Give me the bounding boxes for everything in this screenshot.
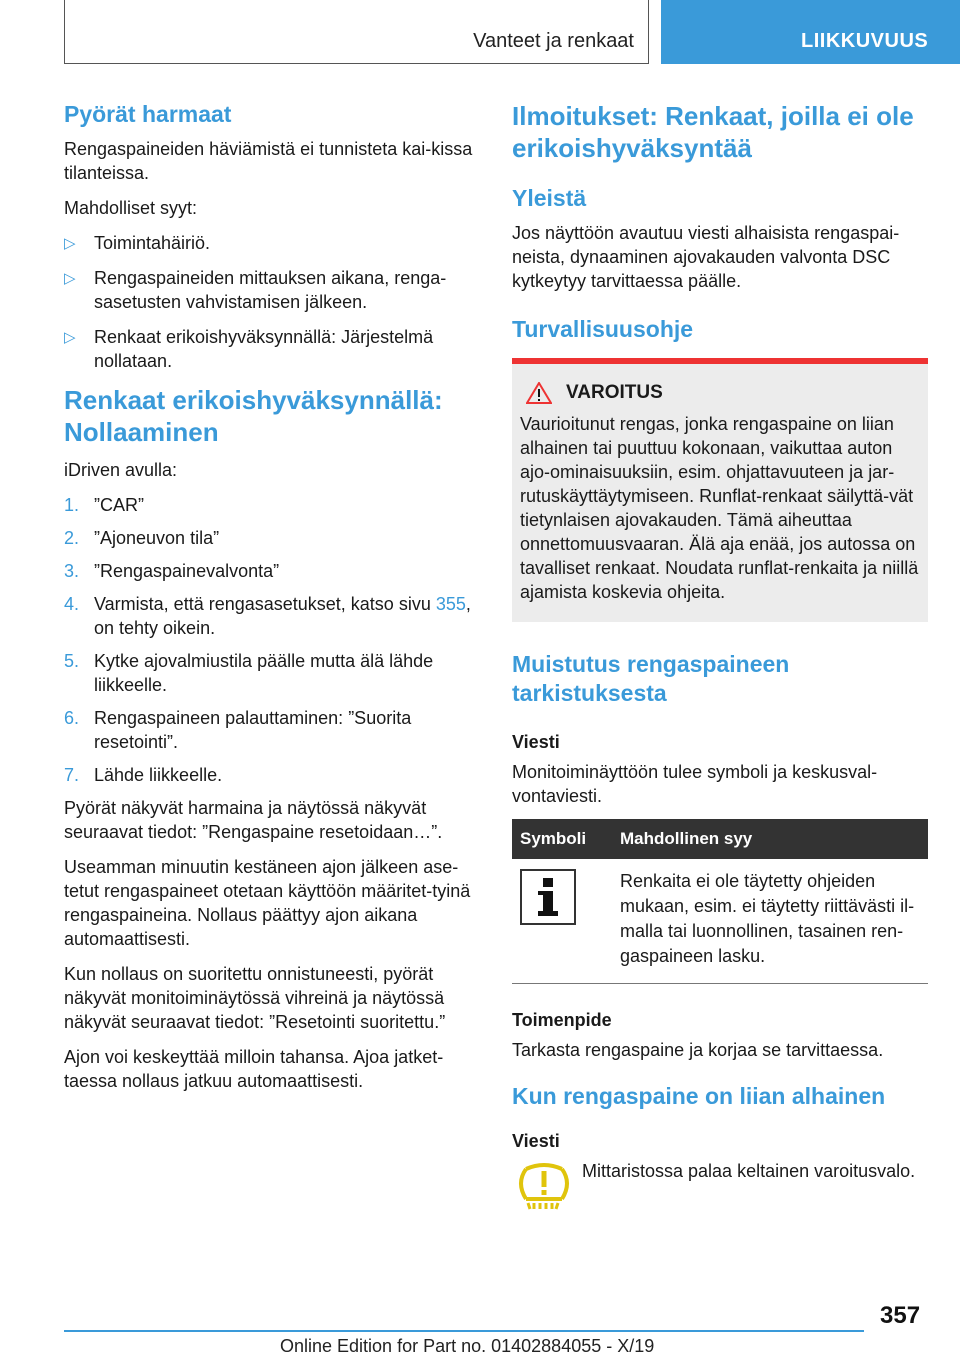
step-item: 6. Rengaspaineen palauttaminen: ”Suorita resetointi”. [64, 708, 412, 752]
paragraph: Mittaristossa palaa keltainen varoitusvalo. [582, 1161, 916, 1181]
heading-wheels-grey: Pyörät harmaat [64, 101, 232, 127]
step-item: 5. Kytke ajovalmiustila päälle mutta älä lähde liikkeelle. [64, 651, 434, 695]
step-item: 3. ”Rengaspainevalvonta” [64, 561, 280, 581]
symbol-table [512, 819, 928, 977]
footer-rule [64, 1330, 864, 1332]
warning-title: VAROITUS [566, 382, 663, 403]
paragraph: Monitoiminäyttöön tulee symboli ja keskusval-vontaviesti. [512, 762, 878, 806]
heading-reminder: Muistutus rengaspaineen tarkistuksesta [512, 651, 790, 706]
list-item: ▷ Rengaspaineiden mittauksen aikana, renga-sasetusten vahvistamisen jälkeen. [64, 268, 447, 312]
table-divider [512, 983, 928, 984]
warning-box [512, 358, 928, 622]
causes-list [64, 231, 484, 373]
right-column [512, 100, 928, 1215]
label-action: Toimenpide [512, 1010, 612, 1030]
header-section-title: Vanteet ja renkaat [473, 30, 634, 52]
steps-list [64, 493, 484, 787]
paragraph: Jos näyttöön avautuu viesti alhaisista rengaspai-neista, dynaaminen ajovakauden valvonta DSC kytkeytyy tarvittaessa päälle. [512, 223, 900, 291]
triangle-bullet-icon: ▷ [64, 235, 76, 252]
paragraph: Rengaspaineiden häviämistä ei tunnisteta kai-kissa tilanteissa. [64, 139, 473, 183]
message-row [512, 1159, 928, 1215]
header-section-box [64, 0, 649, 64]
table-row [512, 859, 928, 977]
warning-triangle-icon [526, 382, 552, 404]
tire-pressure-warning-icon [512, 1159, 576, 1215]
step-item: 2. ”Ajoneuvon tila” [64, 528, 220, 548]
label-message: Viesti [512, 1131, 560, 1151]
table-header: Symboli [512, 819, 612, 859]
heading-messages: Ilmoitukset: Renkaat, joilla ei ole erikoishyväksyntää [512, 101, 914, 163]
warning-text: Vaurioitunut rengas, jonka rengaspaine on liian alhainen tai puuttuu kokonaan, vaikuttaa auton ajo-ominaisuuksiin, esim. ohjattavuuteen ja jar-rutuskäyttäytymiseen. Runflat-renkaat säilyttä-vät tietynlaisen ajovakauden. Tämä aiheuttaa onnettomuusvaaran. Älä aja enää, jos autossa on tavalliset renkaat. Noudata runflat-renkaita ja niillä ajamista koskevia ohjeita. [520, 414, 919, 602]
step-item: 7. Lähde liikkeelle. [64, 765, 223, 785]
footer-edition: Online Edition for Part no. 01402884055 - X/19 [280, 1336, 655, 1356]
triangle-bullet-icon: ▷ [64, 270, 76, 287]
label-message: Viesti [512, 732, 560, 752]
page-number: 357 [880, 1302, 921, 1329]
header-chapter-tab [661, 0, 960, 64]
paragraph: Pyörät näkyvät harmaina ja näytössä näkyvät seuraavat tiedot: ”Rengaspaine resetoidaan…”. [64, 798, 443, 842]
header-chapter-title: LIIKKUVUUS [801, 30, 929, 52]
list-item: ▷ Toimintahäiriö. [64, 231, 484, 255]
info-symbol-icon [520, 869, 576, 925]
paragraph: Tarkasta rengaspaine ja korjaa se tarvittaessa. [512, 1040, 884, 1060]
left-column [64, 100, 484, 1104]
table-cell: Renkaita ei ole täytetty ohjeiden mukaan, esim. ei täytetty riittävästi il-malla tai luonnollinen, tasainen ren-gaspaineen lasku. [620, 871, 915, 966]
paragraph: Ajon voi keskeyttää milloin tahansa. Ajoa jatket-taessa nollaus jatkuu automaattisesti. [64, 1047, 444, 1091]
heading-general: Yleistä [512, 185, 587, 211]
heading-low-pressure: Kun rengaspaine on liian alhainen [512, 1083, 886, 1109]
table-header: Mahdollinen syy [612, 819, 928, 859]
list-item: ▷ Renkaat erikoishyväksynnällä: Järjestelmä nollataan. [64, 327, 434, 371]
paragraph: iDriven avulla: [64, 460, 178, 480]
step-item: 1. ”CAR” [64, 495, 144, 515]
heading-reset: Renkaat erikoishyväksynnällä: Nollaaminen [64, 385, 443, 447]
triangle-bullet-icon: ▷ [64, 329, 76, 346]
paragraph: Mahdolliset syyt: [64, 198, 198, 218]
page-link[interactable]: 355 [435, 594, 466, 614]
paragraph: Kun nollaus on suoritettu onnistuneesti, pyörät näkyvät monitoiminäytössä vihreinä ja näytössä näkyvät seuraavat tiedot: ”Resetointi suoritettu.” [64, 964, 446, 1032]
heading-safety: Turvallisuusohje [512, 316, 694, 342]
step-item: 4. Varmista, että rengasasetukset, katso sivu 355, on tehty oikein. [64, 594, 471, 638]
paragraph: Useamman minuutin kestäneen ajon jälkeen ase-tetut rengaspaineet otetaan käyttöön määritet-tyinä rengaspaineina. Nollaus päättyy ajon aikana automaattisesti. [64, 857, 471, 949]
